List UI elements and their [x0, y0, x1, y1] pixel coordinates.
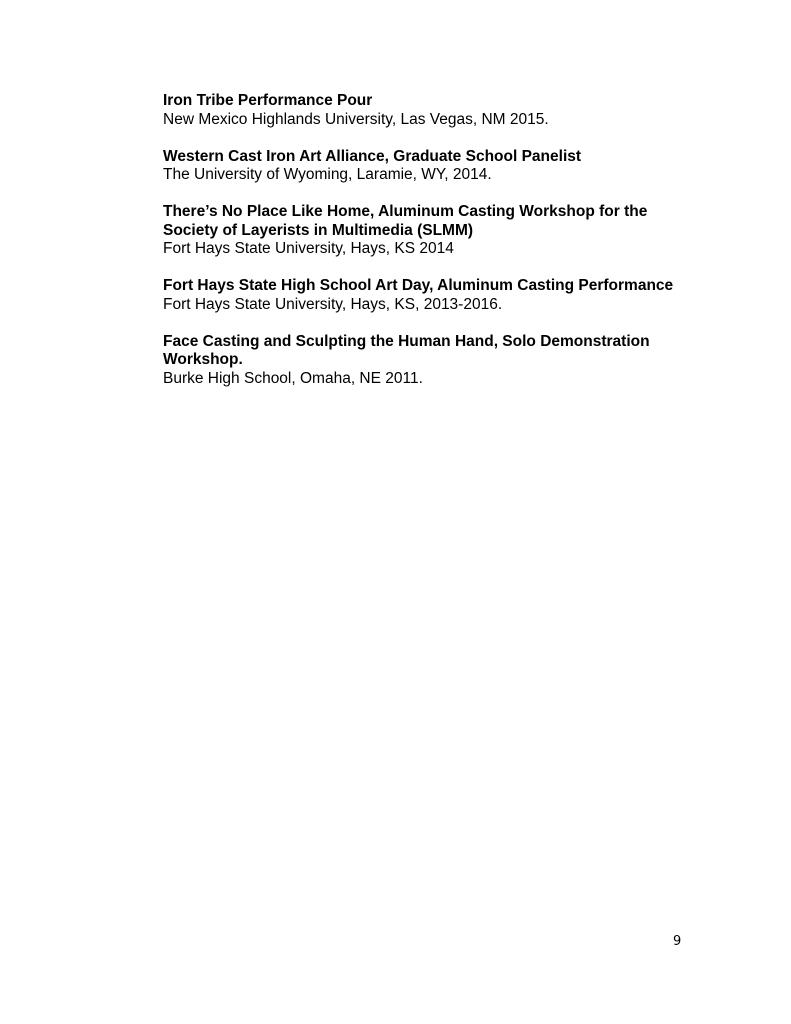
entry-detail: The University of Wyoming, Laramie, WY, 2014. — [163, 166, 492, 183]
entry-title: There’s No Place Like Home, Aluminum Casting Workshop for the Society of Layerists in Multimedia (SLMM) — [163, 203, 648, 239]
entry — [163, 148, 703, 185]
entry-title: Fort Hays State High School Art Day, Aluminum Casting Performance — [163, 277, 674, 294]
document-body — [163, 92, 703, 407]
entry-detail: Burke High School, Omaha, NE 2011. — [163, 369, 423, 387]
entry — [163, 333, 703, 389]
entry — [163, 203, 703, 259]
entry — [163, 92, 703, 129]
entry-detail: Fort Hays State University, Hays, KS, 2013-2016. — [163, 295, 503, 313]
page-number: 9 — [673, 934, 682, 949]
entry-detail: Fort Hays State University, Hays, KS 2014 — [163, 240, 454, 257]
entry-title: Iron Tribe Performance Pour — [163, 92, 373, 109]
entry-detail: New Mexico Highlands University, Las Vegas, NM 2015. — [163, 110, 549, 128]
entry-title: Western Cast Iron Art Alliance, Graduate School Panelist — [163, 147, 582, 165]
entry-title: Face Casting and Sculpting the Human Hand, Solo Demonstration Workshop. — [163, 332, 650, 368]
entry — [163, 277, 703, 314]
